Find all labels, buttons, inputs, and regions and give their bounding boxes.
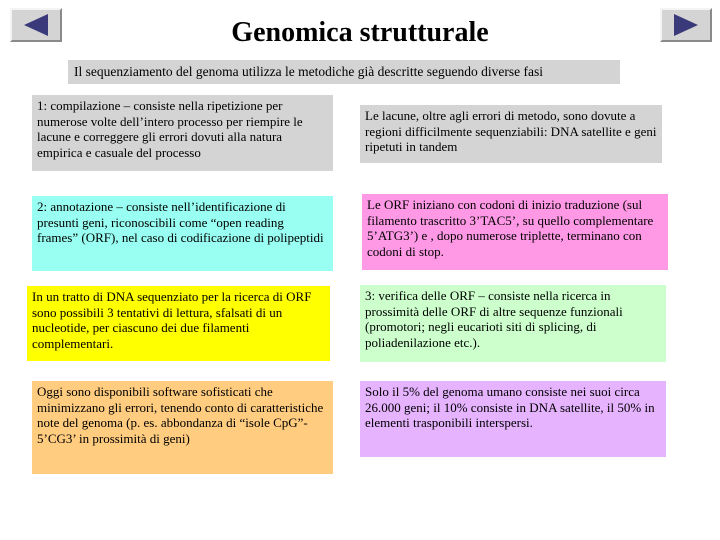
gaps-explanation-box: Le lacune, oltre agli errori di metodo, sono dovute a regioni difficilmente sequenziabili: DNA satellite e geni ripetuti in tandem: [360, 105, 662, 163]
phase-1-compilazione-box: 1: compilazione – consiste nella ripetizione per numerose volte dell’intero processo per riempire le lacune e correggere gli errori dovuti alla natura empirica e casuale del processo: [32, 95, 333, 171]
next-slide-button[interactable]: [660, 8, 712, 42]
genome-composition-box: Solo il 5% del genoma umano consiste nei suoi circa 26.000 geni; il 10% consiste in DNA satellite, il 50% in elementi trasponibili interspersi.: [360, 381, 666, 457]
slide-title: Genomica strutturale: [231, 17, 489, 48]
triangle-right-icon: [672, 13, 700, 37]
phase-3-verifica-box: 3: verifica delle ORF – consiste nella ricerca in prossimità delle ORF di altre sequenze funzionali (promotori; negli eucarioti siti di splicing, di poliadenilazione etc.).: [360, 285, 666, 362]
phase-2-annotazione-box: 2: annotazione – consiste nell’identificazione di presunti geni, riconoscibili come “open reading frames” (ORF), nel caso di codificazione di polipeptidi: [32, 196, 333, 271]
reading-frames-box: In un tratto di DNA sequenziato per la ricerca di ORF sono possibili 3 tentativi di lettura, sfalsati di un nucleotide, per ciascuno dei due filamenti complementari.: [27, 286, 330, 361]
orf-codons-box: Le ORF iniziano con codoni di inizio traduzione (sul filamento trascritto 3’TAC5’, su quello complementare 5’ATG3’) e , dopo numerose triplette, terminano con codoni di stop.: [362, 194, 668, 270]
software-box: Oggi sono disponibili software sofisticati che minimizzano gli errori, tenendo conto di caratteristiche note del genoma (p. es. abbondanza di “isole CpG”- 5’CG3’ in prossimità di geni): [32, 381, 333, 474]
slide-subtitle: Il sequenziamento del genoma utilizza le metodiche già descritte seguendo diverse fasi: [68, 60, 620, 84]
